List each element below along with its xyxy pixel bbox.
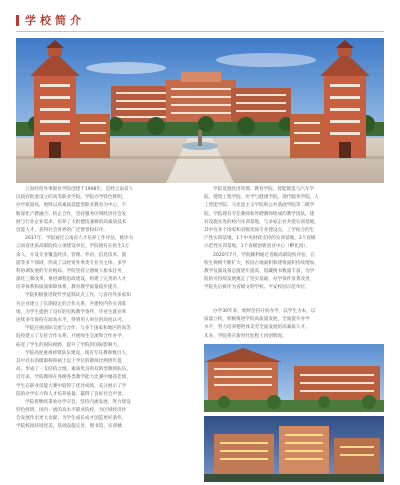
text-line: 深化三教改革，推进课程思政建设，构建了完善的人才 [16, 277, 127, 283]
text-line: 院校建立了友好合作关系，开展师生交流和合作办学， [16, 334, 127, 340]
text-line: 办学质量高，始终以高素质技能型职业教育为中心，不 [16, 203, 127, 209]
text-line: 余人，开设专业覆盖经济、管理、外语、信息技术、旅 [16, 252, 127, 258]
section-title: 学校简介 [25, 14, 85, 27]
section-header [16, 12, 85, 28]
text-line: 地，为学生提供了良好的实践教学条件，毕业生就业率 [16, 309, 127, 315]
text-line: 学院高度重视师资队伍建设，现有专任教师数百人， [25, 350, 131, 356]
text-line: 院、建筑工程学院、医学与健康学院、现代服务学院、人 [204, 195, 319, 201]
text-line: 云南经贸外事职业学院创建于1998年，是经云南省人 [25, 187, 134, 192]
text-line: 民政府批准设立的高等职业学院。学院办学特色鲜明， [16, 195, 127, 201]
text-line: 其中有多个国家和省级优质专业建设点，工学结合的生 [204, 227, 315, 233]
text-line: 培养体系和质量保障体系，教育教学质量稳步提升。 [16, 285, 122, 291]
text-line: 名企业建立了长期稳定的合作关系，共建校内外实训基 [16, 301, 127, 307]
text-line: 工智能学院、马克思主义学院和公共基础学院等二级学 [204, 203, 315, 209]
text-line: 教学仪器设备总值逐年提高，馆藏图书数量丰富，为学 [204, 268, 315, 274]
campus-photo [16, 38, 384, 183]
text-line: 院，学院现有专任教师和外聘教师组成的教学团队，建 [204, 211, 315, 217]
text-line: 有设施先进的校内实训基地，与多家企业共建实训基地， [204, 219, 319, 225]
text-line: 学生在职业技能大赛中取得了优异成绩，充分展示了学 [16, 383, 127, 389]
text-line: 学院积极推进现代学徒制试点工作，与省内外多家知 [25, 293, 131, 299]
text-line: 特色鲜明、国内一流的高水平职业院校，为区域经济社 [16, 408, 127, 414]
text-line: 办学30年来，始终坚持开放办学，以学生为本，以 [213, 309, 316, 314]
text-line: 科协调发展的专业格局。学院坚持立德树人根本任务， [16, 268, 127, 274]
text-line: 2020年7月，学院顺利通过省级高职院校评估，在 [213, 252, 315, 258]
text-line: 断深化产教融合、校企合作，坚持服务区域经济社会发 [16, 211, 127, 217]
text-line: 学院校园环境优美，基础设施完善，图书馆、实训楼、 [16, 424, 127, 430]
header-divider [16, 31, 384, 32]
intro-text-left [16, 186, 196, 432]
text-line: 拓宽了学生的国际视野，提升了学院的国际影响力。 [16, 342, 122, 348]
text-line: 学院注重国际交流与合作，与多个国家和地区的高等 [25, 326, 131, 332]
text-line: 质量立校，积极推进学院高质量发展，全面提升办学 [204, 317, 310, 323]
text-line: 2017年，学院通过云南省人才培养工作评估，被评为 [25, 236, 134, 242]
text-line: 学院将继续秉承办学宗旨，坚持内涵发展，努力建设 [25, 399, 131, 405]
campus-night-photo [204, 416, 384, 482]
text-line: 学院先后被评为省级文明学校、平安校园示范单位。 [204, 285, 310, 291]
intro-text-right [204, 186, 384, 292]
text-line: 院的可持续发展奠定了坚实基础，办学条件显著改善， [204, 277, 315, 283]
text-line: 学院设置经济管理、教育学院、智能制造与汽车学 [213, 187, 315, 192]
text-line: 校生规模不断扩大，校园占地面积和建筑面积持续增加， [204, 260, 319, 266]
text-line: 产性实训基地，1个中央财政支持的实训基地，3个省级 [204, 236, 316, 242]
text-line: 会发展作出更大贡献，为学生成长成才创造更好条件。 [16, 416, 127, 422]
intro-text-right-bottom [204, 308, 384, 341]
text-line: 高，形成了一支结构合理、素质优良的双师型教师队伍。 [16, 367, 131, 373]
header-accent-bar [16, 15, 19, 26]
text-line: 水平，努力培养德智体美劳全面发展的高素质人才。 [204, 325, 310, 331]
text-line: 技能人才，获得社会各界的广泛赞誉和好评。 [16, 227, 108, 233]
text-line: 近年来，学院教师在各级各类教学能力比赛中屡获佳绩， [16, 375, 131, 381]
text-line: 未来，学院将在新时代征程上再创辉煌。 [204, 333, 287, 339]
text-line: 其中具有高级职称和硕士以上学位的教师比例逐年提 [16, 358, 122, 364]
campus-building-photo [204, 344, 384, 412]
text-line: 展与行业企业需求，培养了大批德技兼修的高素质技术 [16, 219, 127, 225]
text-line: 院的办学实力和人才培养质量，赢得了良好社会声誉。 [16, 391, 127, 397]
text-line: 云南省优质高职院校立项建设单位。学院现有在校生1万 [16, 244, 130, 250]
text-line: 游等多个领域，形成了以经贸外事类专业为主体、多学 [16, 260, 127, 266]
text-line: 连续多年保持在较高水平，得到用人单位的高度认可。 [16, 318, 127, 323]
text-line: 示范性实训基地，1个省级创新创业中心（孵化园）。 [204, 244, 311, 250]
